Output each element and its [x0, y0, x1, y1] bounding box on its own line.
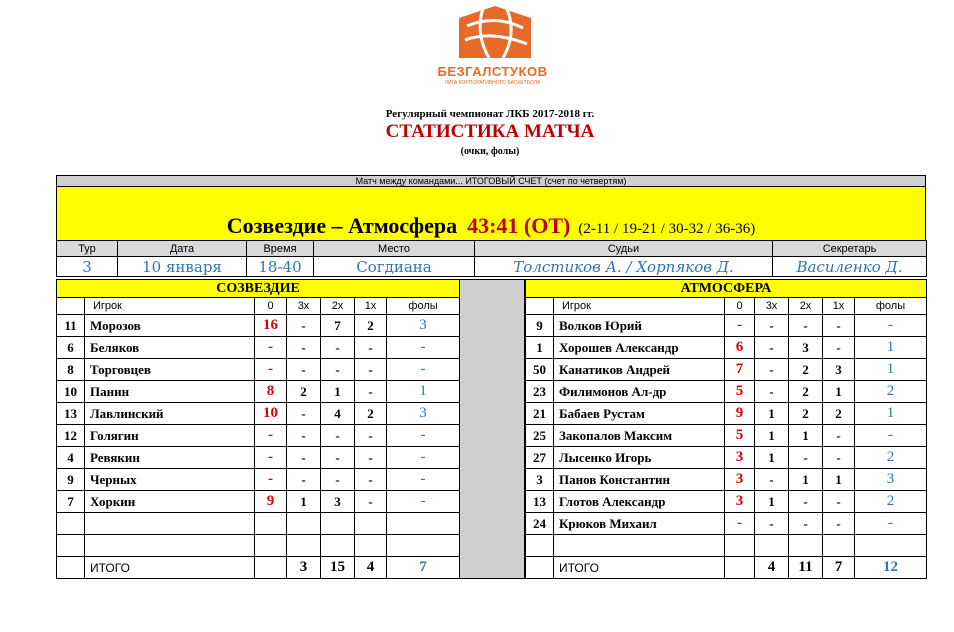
- player-row: [526, 469, 927, 491]
- player-points: [255, 513, 287, 535]
- player-number: 27: [526, 447, 554, 469]
- info-secretary: Василенко Д.: [773, 257, 927, 277]
- player-row: [526, 381, 927, 403]
- player-name: Черных: [85, 469, 255, 491]
- info-header-time: Время: [247, 241, 314, 257]
- player-fouls: 1: [855, 337, 927, 359]
- totals-2pt: 15: [321, 557, 355, 579]
- player-row: [526, 535, 927, 557]
- totals-1pt: 4: [355, 557, 387, 579]
- player-name: [85, 535, 255, 557]
- player-points: 3: [725, 447, 755, 469]
- player-fouls: -: [387, 337, 460, 359]
- player-points: -: [255, 359, 287, 381]
- player-3pt: -: [755, 315, 789, 337]
- player-1pt: -: [823, 315, 855, 337]
- player-number: 11: [57, 315, 85, 337]
- player-points: -: [725, 315, 755, 337]
- player-fouls: 2: [855, 381, 927, 403]
- player-fouls: 3: [387, 403, 460, 425]
- player-1pt: -: [355, 447, 387, 469]
- match-caption: Матч между командами... ИТОГОВЫЙ СЧЕТ (счет по четвертям): [56, 175, 926, 187]
- player-points: 9: [725, 403, 755, 425]
- player-2pt: 3: [321, 491, 355, 513]
- player-1pt: -: [355, 491, 387, 513]
- header-p1: 1х: [823, 298, 855, 315]
- player-points: -: [725, 513, 755, 535]
- player-name: Хорошев Александр: [554, 337, 725, 359]
- player-points: 9: [255, 491, 287, 513]
- player-3pt: -: [755, 359, 789, 381]
- player-name: Ревякин: [85, 447, 255, 469]
- score-line: [56, 212, 926, 243]
- player-row: [526, 403, 927, 425]
- info-header-referees: Судьи: [475, 241, 773, 257]
- team-table-body: [57, 280, 460, 579]
- player-name: Бабаев Рустам: [554, 403, 725, 425]
- player-2pt: -: [789, 491, 823, 513]
- match-info-values: [57, 257, 927, 277]
- player-2pt: -: [321, 469, 355, 491]
- player-row: [526, 447, 927, 469]
- player-number: 13: [57, 403, 85, 425]
- player-row: [57, 337, 460, 359]
- player-3pt: 2: [287, 381, 321, 403]
- player-name: Закопалов Максим: [554, 425, 725, 447]
- player-row: [57, 491, 460, 513]
- player-1pt: -: [355, 359, 387, 381]
- player-1pt: 2: [355, 315, 387, 337]
- player-name: [85, 513, 255, 535]
- player-2pt: 2: [789, 359, 823, 381]
- player-row: [57, 535, 460, 557]
- brand-subtitle: ЛИГА КОРПОРАТИВНОГО БАСКЕТБОЛА: [444, 80, 541, 86]
- player-2pt: -: [789, 447, 823, 469]
- player-fouls: 1: [855, 403, 927, 425]
- player-number: 12: [57, 425, 85, 447]
- player-3pt: -: [287, 425, 321, 447]
- player-1pt: -: [823, 491, 855, 513]
- info-venue: Согдиана: [314, 257, 475, 277]
- player-3pt: -: [755, 469, 789, 491]
- header-number: [57, 298, 85, 315]
- player-number: 25: [526, 425, 554, 447]
- player-name: Крюков Михаил: [554, 513, 725, 535]
- player-name: Канатиков Андрей: [554, 359, 725, 381]
- info-header-secretary: Секретарь: [773, 241, 927, 257]
- player-2pt: 1: [789, 425, 823, 447]
- player-3pt: 1: [755, 491, 789, 513]
- page-title: СТАТИСТИКА МАТЧА: [385, 121, 595, 142]
- player-3pt: [287, 535, 321, 557]
- totals-2pt: 11: [789, 557, 823, 579]
- player-number: 3: [526, 469, 554, 491]
- player-2pt: [789, 535, 823, 557]
- player-fouls: 1: [387, 381, 460, 403]
- player-points: -: [255, 447, 287, 469]
- column-header-row: [526, 298, 927, 315]
- player-row: [526, 359, 927, 381]
- player-name: Волков Юрий: [554, 315, 725, 337]
- totals-3pt: 3: [287, 557, 321, 579]
- player-1pt: -: [823, 447, 855, 469]
- player-fouls: -: [855, 425, 927, 447]
- player-fouls: -: [387, 425, 460, 447]
- player-number: 50: [526, 359, 554, 381]
- player-points: 16: [255, 315, 287, 337]
- player-1pt: -: [823, 425, 855, 447]
- header-fouls: фолы: [387, 298, 460, 315]
- player-number: [526, 535, 554, 557]
- player-2pt: 1: [321, 381, 355, 403]
- player-2pt: -: [321, 425, 355, 447]
- player-2pt: -: [321, 447, 355, 469]
- player-number: 9: [526, 315, 554, 337]
- player-fouls: -: [387, 447, 460, 469]
- player-3pt: -: [287, 359, 321, 381]
- player-points: 7: [725, 359, 755, 381]
- player-points: [725, 535, 755, 557]
- player-name: Голягин: [85, 425, 255, 447]
- player-row: [57, 403, 460, 425]
- team-table-body: [526, 280, 927, 579]
- player-number: 23: [526, 381, 554, 403]
- player-points: 10: [255, 403, 287, 425]
- player-number: [57, 513, 85, 535]
- totals-1pt: 7: [823, 557, 855, 579]
- player-fouls: [387, 513, 460, 535]
- player-1pt: 2: [823, 403, 855, 425]
- match-teams: Созвездие – Атмосфера: [226, 213, 458, 238]
- info-header-venue: Место: [314, 241, 475, 257]
- player-3pt: 1: [755, 425, 789, 447]
- player-fouls: -: [855, 315, 927, 337]
- totals-3pt: 4: [755, 557, 789, 579]
- player-name: Панин: [85, 381, 255, 403]
- quarter-scores: (2-11 / 19-21 / 30-32 / 36-36): [578, 221, 756, 237]
- player-fouls: 2: [855, 447, 927, 469]
- player-row: [57, 381, 460, 403]
- match-info-header: [57, 241, 927, 257]
- player-number: 6: [57, 337, 85, 359]
- header-number: [526, 298, 554, 315]
- player-fouls: -: [855, 513, 927, 535]
- player-2pt: 4: [321, 403, 355, 425]
- player-1pt: 2: [355, 403, 387, 425]
- player-2pt: -: [321, 359, 355, 381]
- player-1pt: [355, 513, 387, 535]
- totals-label: ИТОГО: [85, 557, 255, 579]
- player-1pt: -: [355, 469, 387, 491]
- player-2pt: 3: [789, 337, 823, 359]
- player-row: [57, 447, 460, 469]
- totals-fouls: 12: [855, 557, 927, 579]
- player-3pt: -: [287, 315, 321, 337]
- player-name: Лавлинский: [85, 403, 255, 425]
- team-name: СОЗВЕЗДИЕ: [57, 280, 460, 298]
- player-3pt: -: [755, 337, 789, 359]
- info-date: 10 января: [118, 257, 247, 277]
- player-fouls: 1: [855, 359, 927, 381]
- player-2pt: 2: [789, 381, 823, 403]
- player-1pt: 1: [823, 469, 855, 491]
- team-table-left: [56, 279, 460, 579]
- totals-points: [255, 557, 287, 579]
- player-points: 3: [725, 469, 755, 491]
- player-number: 13: [526, 491, 554, 513]
- player-row: [57, 359, 460, 381]
- player-2pt: -: [321, 337, 355, 359]
- totals-points: [725, 557, 755, 579]
- player-3pt: -: [287, 403, 321, 425]
- brand-name: БЕЗГАЛСТУКОВ: [437, 64, 548, 79]
- player-name: Морозов: [85, 315, 255, 337]
- player-fouls: -: [387, 359, 460, 381]
- player-number: 21: [526, 403, 554, 425]
- totals-row: [526, 557, 927, 579]
- player-points: [255, 535, 287, 557]
- player-3pt: [287, 513, 321, 535]
- info-header-date: Дата: [118, 241, 247, 257]
- totals-label: ИТОГО: [554, 557, 725, 579]
- player-points: 6: [725, 337, 755, 359]
- player-2pt: -: [789, 513, 823, 535]
- info-referees: Толстиков А. / Хорпяков Д.: [475, 257, 773, 277]
- player-3pt: -: [755, 381, 789, 403]
- player-name: Панов Константин: [554, 469, 725, 491]
- player-row: [57, 513, 460, 535]
- player-name: Лысенко Игорь: [554, 447, 725, 469]
- player-3pt: [755, 535, 789, 557]
- player-1pt: -: [823, 513, 855, 535]
- totals-number: [57, 557, 85, 579]
- player-name: Хоркин: [85, 491, 255, 513]
- player-row: [526, 425, 927, 447]
- player-row: [57, 469, 460, 491]
- player-2pt: 2: [789, 403, 823, 425]
- header-p2: 2х: [321, 298, 355, 315]
- player-3pt: -: [287, 447, 321, 469]
- stats-note: (очки, фолы): [460, 146, 520, 157]
- player-1pt: 3: [823, 359, 855, 381]
- player-3pt: 1: [755, 403, 789, 425]
- team-name-row: [526, 280, 927, 298]
- player-fouls: -: [387, 491, 460, 513]
- player-fouls: 3: [387, 315, 460, 337]
- player-3pt: -: [287, 469, 321, 491]
- header-player: Игрок: [554, 298, 725, 315]
- header-p1: 1х: [355, 298, 387, 315]
- player-row: [526, 315, 927, 337]
- player-points: 8: [255, 381, 287, 403]
- player-number: 7: [57, 491, 85, 513]
- player-points: -: [255, 469, 287, 491]
- player-1pt: [823, 535, 855, 557]
- player-2pt: [321, 513, 355, 535]
- player-number: 9: [57, 469, 85, 491]
- player-row: [526, 513, 927, 535]
- totals-fouls: 7: [387, 557, 460, 579]
- player-number: [57, 535, 85, 557]
- info-time: 18-40: [247, 257, 314, 277]
- totals-row: [57, 557, 460, 579]
- player-number: 10: [57, 381, 85, 403]
- championship-title: Регулярный чемпионат ЛКБ 2017-2018 гг.: [385, 108, 595, 120]
- player-1pt: -: [355, 425, 387, 447]
- player-2pt: 7: [321, 315, 355, 337]
- player-points: 3: [725, 491, 755, 513]
- player-2pt: -: [789, 315, 823, 337]
- player-number: 24: [526, 513, 554, 535]
- player-3pt: 1: [287, 491, 321, 513]
- player-2pt: 1: [789, 469, 823, 491]
- player-name: Беляков: [85, 337, 255, 359]
- header-p3: 3х: [287, 298, 321, 315]
- column-header-row: [57, 298, 460, 315]
- header-pts: 0: [725, 298, 755, 315]
- info-header-round: Тур: [57, 241, 118, 257]
- player-fouls: [387, 535, 460, 557]
- player-fouls: 3: [855, 469, 927, 491]
- player-fouls: 2: [855, 491, 927, 513]
- final-score: 43:41 (ОТ): [467, 213, 571, 238]
- info-round: 3: [57, 257, 118, 277]
- player-name: [554, 535, 725, 557]
- player-number: 8: [57, 359, 85, 381]
- header-p2: 2х: [789, 298, 823, 315]
- player-2pt: [321, 535, 355, 557]
- player-points: 5: [725, 381, 755, 403]
- player-fouls: [855, 535, 927, 557]
- player-1pt: -: [355, 381, 387, 403]
- player-name: Филимонов Ал-др: [554, 381, 725, 403]
- player-points: 5: [725, 425, 755, 447]
- player-points: -: [255, 425, 287, 447]
- team-name-row: [57, 280, 460, 298]
- basketball-logo-icon: [455, 4, 535, 60]
- player-row: [57, 315, 460, 337]
- totals-number: [526, 557, 554, 579]
- player-fouls: -: [387, 469, 460, 491]
- player-3pt: -: [287, 337, 321, 359]
- player-row: [526, 491, 927, 513]
- header-p3: 3х: [755, 298, 789, 315]
- player-name: Торговцев: [85, 359, 255, 381]
- table-separator: [459, 279, 525, 579]
- player-number: 4: [57, 447, 85, 469]
- player-1pt: [355, 535, 387, 557]
- team-table-right: [525, 279, 927, 579]
- header-player: Игрок: [85, 298, 255, 315]
- header-fouls: фолы: [855, 298, 927, 315]
- player-row: [526, 337, 927, 359]
- player-1pt: -: [823, 337, 855, 359]
- team-name: АТМОСФЕРА: [526, 280, 927, 298]
- player-3pt: 1: [755, 447, 789, 469]
- player-1pt: 1: [823, 381, 855, 403]
- player-1pt: -: [355, 337, 387, 359]
- player-row: [57, 425, 460, 447]
- match-info-table: [56, 240, 927, 277]
- player-3pt: -: [755, 513, 789, 535]
- player-points: -: [255, 337, 287, 359]
- player-number: 1: [526, 337, 554, 359]
- header-pts: 0: [255, 298, 287, 315]
- player-name: Глотов Александр: [554, 491, 725, 513]
